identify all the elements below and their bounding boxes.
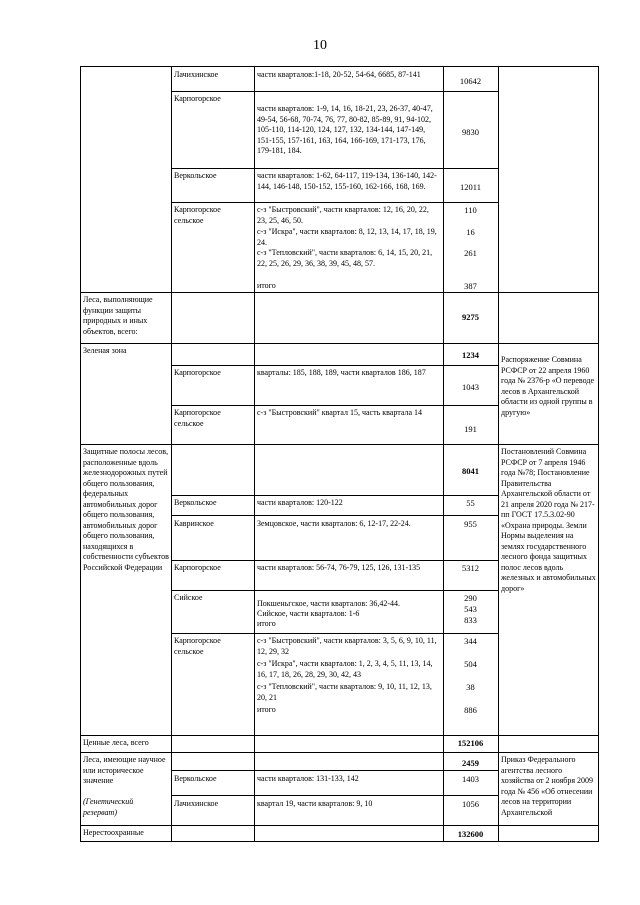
row-divider [80, 735, 599, 736]
row-divider [171, 515, 498, 516]
quarters-text: с-з "Тепловский", части кварталов: 9, 10, 11, 12, 13, 20, 21 [257, 682, 432, 702]
row-divider [171, 405, 498, 406]
district-name: Карпогорское [174, 368, 221, 377]
row-divider [171, 795, 498, 796]
area-value: 344 [464, 636, 477, 646]
district-name: Лачихинское [174, 799, 219, 808]
category-total: 132600 [457, 829, 484, 839]
quarters-text: с-з "Искра", части кварталов: 8, 12, 13, 14, 17, 18, 19, 24. [257, 227, 437, 247]
category-total: 2459 [462, 758, 479, 768]
district-name: Веркольское [174, 498, 217, 507]
row-divider [80, 825, 599, 826]
district-name: Сийское [174, 593, 203, 602]
quarters-text: части кварталов: 56-74, 76-79, 125, 126, 131-135 [257, 563, 421, 572]
row-divider [80, 292, 599, 293]
category-total: 152106 [457, 738, 484, 748]
legal-basis: Постановлений Совмина РСФСР от 7 апреля 1946 года №78; Постановление Правительства Архангельской области от 21 апреля 2020 года № 217-пп ГОСТ 17.5.3.02-90 «Охрана природы. Земли Нормы выделения на землях государственного лесного фонда защитных полос лесов вдоль железных и автомобильных дорог» [501, 447, 596, 593]
total-label: итого [257, 619, 276, 628]
district-name: Карпогорское сельское [174, 205, 221, 225]
quarters-text: с-з "Быстровский", части кварталов: 12, 16, 20, 22, 23, 25, 46, 50. [257, 205, 429, 225]
row-divider [171, 91, 498, 92]
area-value: 955 [464, 519, 477, 529]
area-value: 12011 [460, 182, 481, 192]
district-name: Карпогорское сельское [174, 408, 221, 428]
quarters-text: части кварталов: 1-9, 14, 16, 18-21, 23, 26-37, 40-47, 49-54, 56-68, 70-74, 76, 77, 80-82, 85-89, 91, 94-102, 105-110, 114-120, 124, 127, 132, 134-144, 147-149, 151-155, 157-161, 163, 164, 166-169, 171-173, 176, 179-181, 184. [257, 104, 433, 155]
district-name: Карпогорское [174, 94, 221, 103]
row-divider [171, 365, 498, 366]
area-value: 1043 [462, 382, 479, 392]
row-divider [171, 168, 498, 169]
quarters-text: Сийское, части кварталов: 1-6 [257, 609, 360, 618]
area-value: 833 [464, 615, 477, 625]
row-divider [171, 495, 498, 496]
quarters-text: с-з "Быстровский" квартал 15, часть квартала 14 [257, 408, 422, 417]
category-total: 9275 [462, 312, 479, 322]
area-value: 5312 [462, 563, 479, 573]
row-divider [171, 633, 498, 634]
quarters-text: части кварталов: 120-122 [257, 498, 343, 507]
area-value: 191 [464, 424, 477, 434]
area-value: 543 [464, 604, 477, 614]
area-value: 110 [464, 205, 477, 215]
page-number: 10 [313, 38, 327, 53]
quarters-text: части кварталов: 131-133, 142 [257, 774, 359, 783]
area-value: 16 [466, 227, 475, 237]
district-name: Карпогорское сельское [174, 636, 221, 656]
category-label-note: (Генетический резерват) [83, 797, 134, 817]
col-divider-2 [254, 66, 255, 842]
district-name: Веркольское [174, 774, 217, 783]
row-divider [171, 560, 498, 561]
row-divider [171, 770, 498, 771]
quarters-text: Покшеньгское, части кварталов: 36,42-44. [257, 599, 401, 608]
category-total: 8041 [462, 466, 479, 476]
category-label: Нерестоохранные [83, 828, 144, 837]
area-value: 387 [464, 281, 477, 291]
quarters-text: с-з "Тепловский", части кварталов: 6, 14, 15, 20, 21, 22, 25, 26, 29, 36, 38, 39, 45, 48, 57. [257, 248, 433, 268]
legal-basis: Распоряжение Совмина РСФСР от 22 апреля 1960 года № 2376-р «О переводе лесов в Архангельской области из одной группы в другую» [501, 355, 595, 417]
area-value: 290 [464, 593, 477, 603]
category-label: Зеленая зона [83, 346, 127, 355]
col-divider-1 [171, 66, 172, 842]
quarters-text: Земцовское, части кварталов: 6, 12-17, 22-24. [257, 519, 411, 528]
quarters-text: с-з "Быстровский", части кварталов: 3, 5, 6, 9, 10, 11, 12, 29, 32 [257, 636, 437, 656]
area-value: 1056 [462, 799, 479, 809]
row-divider [171, 202, 498, 203]
district-name: Кавринское [174, 519, 214, 528]
col-divider-4 [498, 66, 499, 842]
category-label: Леса, имеющие научное или историческое значение [83, 755, 166, 785]
legal-basis: Приказ Федерального агентства лесного хозяйства от 2 ноября 2009 года № 456 «Об отнесении лесов на территории Архангельской [501, 755, 594, 817]
total-label: итого [257, 705, 276, 714]
area-value: 38 [466, 682, 475, 692]
area-value: 1403 [462, 774, 479, 784]
row-divider [171, 590, 498, 591]
category-label: Леса, выполняющие функции защиты природных и иных объектов, всего: [83, 295, 153, 336]
area-value: 9830 [462, 127, 479, 137]
quarters-text: части кварталов:1-18, 20-52, 54-64, 6685, 87-141 [257, 70, 421, 79]
row-divider [80, 444, 599, 445]
quarters-text: кварталы: 185, 188, 189, части кварталов 186, 187 [257, 368, 426, 377]
category-total: 1234 [462, 350, 479, 360]
quarters-text: части кварталов: 1-62, 64-117, 119-134, 136-140, 142-144, 146-148, 150-152, 155-160, 162-166, 168, 169. [257, 171, 437, 191]
category-label: Защитные полосы лесов, расположенные вдоль железнодорожных путей общего пользования, федеральных автомобильных дорог общего пользования, автомобильных дорог общего пользования, находящихся в собственности субъектов Российской Федерации [83, 447, 169, 572]
area-value: 10642 [459, 76, 482, 86]
row-divider [80, 343, 599, 344]
district-name: Лачихинское [174, 70, 219, 79]
area-value: 504 [464, 659, 477, 669]
area-value: 886 [464, 705, 477, 715]
category-label: Ценные леса, всего [83, 738, 149, 747]
area-value: 261 [464, 248, 477, 258]
district-name: Карпогорское [174, 563, 221, 572]
total-label: итого [257, 281, 276, 290]
district-name: Веркольское [174, 171, 217, 180]
quarters-text: с-з "Искра", части кварталов: 1, 2, 3, 4, 5, 11, 13, 14, 16, 17, 18, 26, 28, 29, 30, 42, 43 [257, 659, 433, 679]
area-value: 55 [466, 498, 475, 508]
quarters-text: квартал 19, части кварталов: 9, 10 [257, 799, 373, 808]
row-divider [80, 752, 599, 753]
